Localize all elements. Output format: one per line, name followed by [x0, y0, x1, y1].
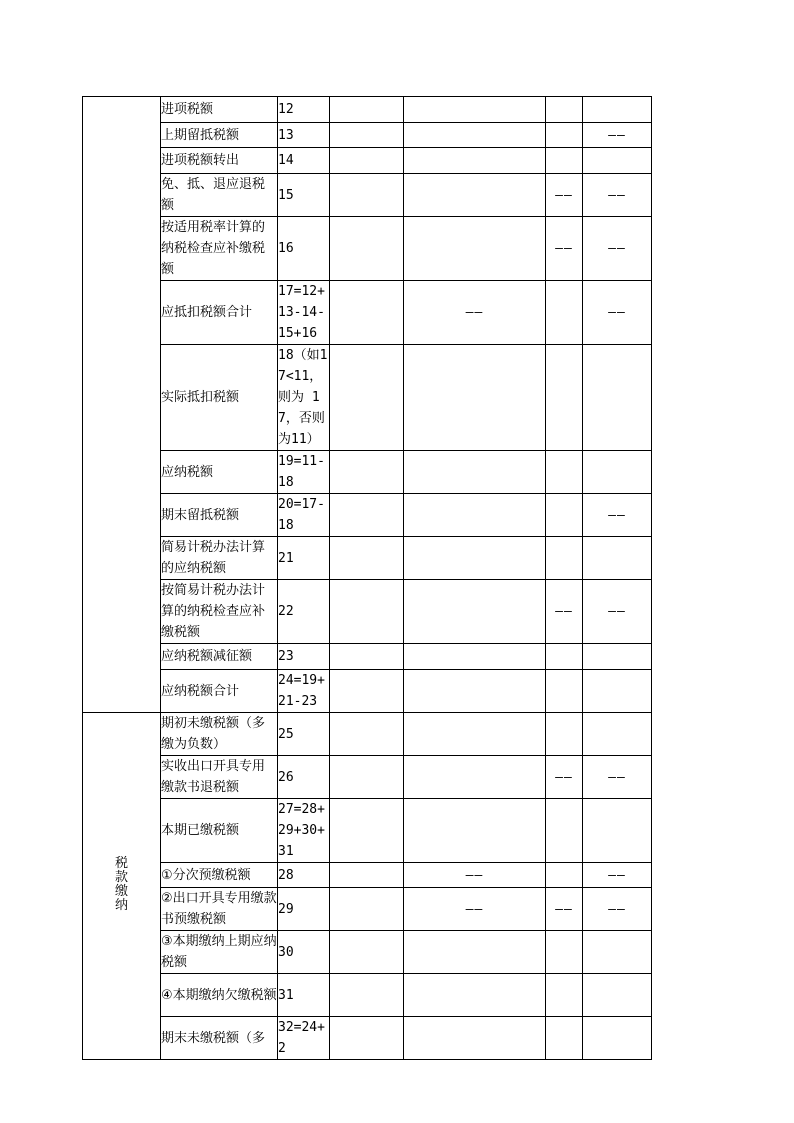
value-cell[interactable]: [404, 537, 546, 580]
item-name: 应纳税额: [161, 451, 278, 494]
value-cell: ——: [583, 174, 652, 217]
value-cell[interactable]: [546, 494, 583, 537]
category-label: 税款缴纳: [114, 855, 128, 913]
table-row: [83, 174, 652, 217]
value-cell[interactable]: [583, 97, 652, 123]
value-cell[interactable]: [330, 123, 404, 148]
value-cell[interactable]: [583, 713, 652, 756]
value-cell[interactable]: [330, 799, 404, 863]
value-cell[interactable]: [583, 670, 652, 713]
value-cell: ——: [583, 494, 652, 537]
value-cell[interactable]: [546, 974, 583, 1017]
value-cell[interactable]: [330, 537, 404, 580]
table-row: [83, 580, 652, 644]
value-cell[interactable]: [583, 644, 652, 670]
item-name: 应纳税额合计: [161, 670, 278, 713]
value-cell[interactable]: [330, 644, 404, 670]
value-cell[interactable]: [330, 1017, 404, 1060]
value-cell: ——: [583, 863, 652, 888]
value-cell: ——: [583, 580, 652, 644]
value-cell[interactable]: [546, 713, 583, 756]
value-cell[interactable]: [583, 931, 652, 974]
row-number: 30: [278, 931, 330, 974]
table-row: [83, 345, 652, 451]
value-cell[interactable]: [546, 345, 583, 451]
row-number: 13: [278, 123, 330, 148]
item-name: ③本期缴纳上期应纳税额: [161, 931, 278, 974]
value-cell: ——: [583, 281, 652, 345]
value-cell: ——: [404, 863, 546, 888]
value-cell[interactable]: [330, 217, 404, 281]
value-cell[interactable]: [546, 863, 583, 888]
value-cell[interactable]: [404, 123, 546, 148]
value-cell[interactable]: [546, 670, 583, 713]
row-number: 31: [278, 974, 330, 1017]
table-row: [83, 644, 652, 670]
item-name: ②出口开具专用缴款书预缴税额: [161, 888, 278, 931]
value-cell[interactable]: [330, 670, 404, 713]
table-row: [83, 756, 652, 799]
value-cell[interactable]: [330, 494, 404, 537]
value-cell: ——: [583, 217, 652, 281]
value-cell[interactable]: [583, 799, 652, 863]
value-cell[interactable]: [404, 217, 546, 281]
item-name: 实际抵扣税额: [161, 345, 278, 451]
row-number: 14: [278, 148, 330, 174]
value-cell[interactable]: [330, 756, 404, 799]
item-name: 期末未缴税额（多: [161, 1017, 278, 1060]
row-number: 16: [278, 217, 330, 281]
row-number: 20=17-18: [278, 494, 330, 537]
value-cell[interactable]: [546, 451, 583, 494]
value-cell[interactable]: [404, 451, 546, 494]
value-cell[interactable]: [330, 974, 404, 1017]
row-number: 21: [278, 537, 330, 580]
item-name: 期初未缴税额（多缴为负数）: [161, 713, 278, 756]
item-name: ④本期缴纳欠缴税额: [161, 974, 278, 1017]
table-row: [83, 123, 652, 148]
value-cell[interactable]: [404, 974, 546, 1017]
value-cell[interactable]: [404, 1017, 546, 1060]
value-cell: ——: [404, 888, 546, 931]
row-number: 26: [278, 756, 330, 799]
value-cell[interactable]: [404, 345, 546, 451]
row-number: 27=28+29+30+31: [278, 799, 330, 863]
category-cell-tax-payment: [83, 713, 161, 1060]
value-cell[interactable]: [404, 644, 546, 670]
value-cell[interactable]: [404, 580, 546, 644]
item-name: 简易计税办法计算的应纳税额: [161, 537, 278, 580]
value-cell: ——: [583, 123, 652, 148]
category-cell-tax-calc: [83, 97, 161, 713]
value-cell[interactable]: [404, 494, 546, 537]
value-cell: ——: [546, 580, 583, 644]
value-cell[interactable]: [404, 713, 546, 756]
table-row: [83, 863, 652, 888]
value-cell[interactable]: [330, 931, 404, 974]
table-row: [83, 494, 652, 537]
item-name: ①分次预缴税额: [161, 863, 278, 888]
value-cell[interactable]: [330, 451, 404, 494]
value-cell[interactable]: [404, 148, 546, 174]
value-cell[interactable]: [546, 281, 583, 345]
value-cell[interactable]: [404, 756, 546, 799]
table-row: [83, 281, 652, 345]
item-name: 进项税额转出: [161, 148, 278, 174]
value-cell[interactable]: [330, 580, 404, 644]
row-number: 22: [278, 580, 330, 644]
row-number: 18（如17<11，则为 17，否则为11）: [278, 345, 330, 451]
row-number: 25: [278, 713, 330, 756]
item-name: 应抵扣税额合计: [161, 281, 278, 345]
value-cell[interactable]: [546, 931, 583, 974]
row-number: 15: [278, 174, 330, 217]
value-cell[interactable]: [404, 931, 546, 974]
value-cell: ——: [583, 756, 652, 799]
row-number: 32=24+2: [278, 1017, 330, 1060]
item-name: 按简易计税办法计算的纳税检查应补缴税额: [161, 580, 278, 644]
value-cell[interactable]: [583, 537, 652, 580]
item-name: 实收出口开具专用缴款书退税额: [161, 756, 278, 799]
row-number: 23: [278, 644, 330, 670]
row-number: 24=19+21-23: [278, 670, 330, 713]
item-name: 应纳税额减征额: [161, 644, 278, 670]
value-cell[interactable]: [404, 670, 546, 713]
value-cell[interactable]: [330, 148, 404, 174]
item-name: 上期留抵税额: [161, 123, 278, 148]
value-cell[interactable]: [546, 799, 583, 863]
value-cell[interactable]: [330, 97, 404, 123]
row-number: 28: [278, 863, 330, 888]
table-row: [83, 888, 652, 931]
value-cell: ——: [546, 756, 583, 799]
value-cell[interactable]: [546, 123, 583, 148]
value-cell[interactable]: [546, 644, 583, 670]
item-name: 进项税额: [161, 97, 278, 123]
item-name: 期末留抵税额: [161, 494, 278, 537]
item-name: 本期已缴税额: [161, 799, 278, 863]
table-row: [83, 217, 652, 281]
table-row: [83, 148, 652, 174]
value-cell[interactable]: [546, 148, 583, 174]
table-row: [83, 97, 652, 123]
table-row: [83, 974, 652, 1017]
table-row: [83, 1017, 652, 1060]
value-cell: ——: [546, 174, 583, 217]
table-row: [83, 931, 652, 974]
value-cell[interactable]: [330, 713, 404, 756]
value-cell[interactable]: [583, 148, 652, 174]
value-cell[interactable]: [330, 888, 404, 931]
value-cell[interactable]: [546, 1017, 583, 1060]
value-cell: ——: [546, 217, 583, 281]
value-cell[interactable]: [583, 345, 652, 451]
value-cell[interactable]: [330, 174, 404, 217]
value-cell[interactable]: [583, 451, 652, 494]
item-name: 免、抵、退应退税额: [161, 174, 278, 217]
value-cell[interactable]: [404, 97, 546, 123]
value-cell: ——: [583, 888, 652, 931]
row-number: 19=11-18: [278, 451, 330, 494]
value-cell[interactable]: [330, 863, 404, 888]
row-number: 29: [278, 888, 330, 931]
row-number: 12: [278, 97, 330, 123]
value-cell[interactable]: [583, 974, 652, 1017]
value-cell[interactable]: [404, 799, 546, 863]
value-cell[interactable]: [330, 281, 404, 345]
value-cell[interactable]: [583, 1017, 652, 1060]
table-row: [83, 537, 652, 580]
item-name: 按适用税率计算的纳税检查应补缴税额: [161, 217, 278, 281]
row-number: 17=12+13-14-15+16: [278, 281, 330, 345]
table-row: [83, 670, 652, 713]
value-cell[interactable]: [404, 174, 546, 217]
tax-return-table: [82, 96, 652, 1060]
table-row: [83, 799, 652, 863]
value-cell: ——: [404, 281, 546, 345]
value-cell[interactable]: [330, 345, 404, 451]
table-row: [83, 713, 652, 756]
value-cell[interactable]: [546, 537, 583, 580]
value-cell[interactable]: [546, 97, 583, 123]
table-row: [83, 451, 652, 494]
value-cell: ——: [546, 888, 583, 931]
